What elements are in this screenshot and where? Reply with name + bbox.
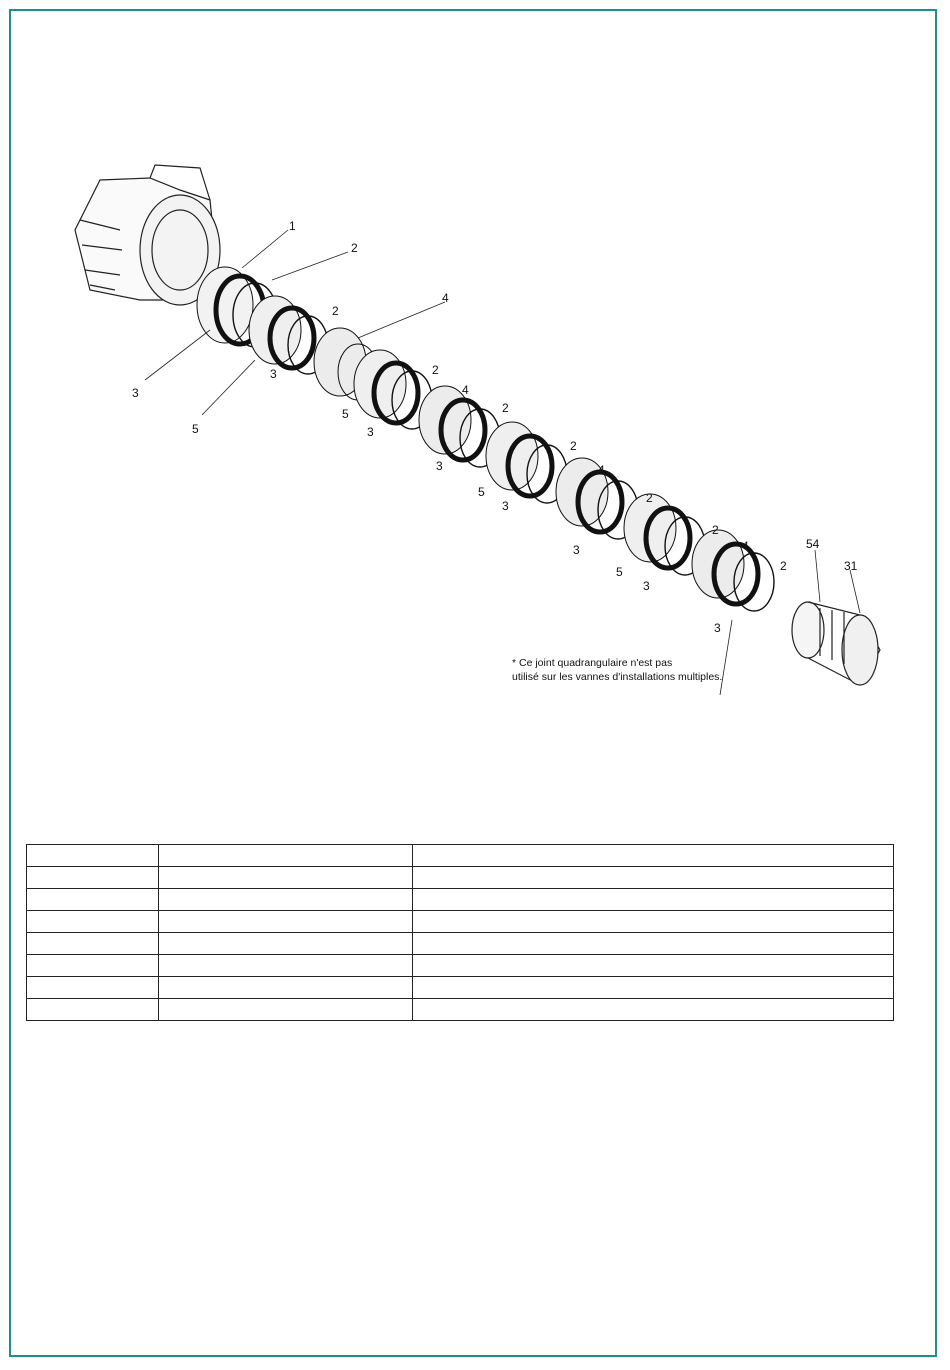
callout-label: 5 bbox=[478, 485, 485, 499]
exploded-view-drawing bbox=[60, 150, 900, 710]
table-cell bbox=[27, 977, 159, 999]
table-cell bbox=[413, 845, 894, 867]
table-row bbox=[27, 889, 894, 911]
table-cell bbox=[27, 845, 159, 867]
table-row bbox=[27, 999, 894, 1021]
callout-label: 5 bbox=[616, 565, 623, 579]
callout-label: 3 bbox=[643, 579, 650, 593]
table-cell bbox=[159, 911, 413, 933]
table-cell bbox=[159, 889, 413, 911]
parts-table bbox=[26, 844, 894, 1021]
callout-label: 3 bbox=[270, 367, 277, 381]
table-cell bbox=[27, 955, 159, 977]
valve-body bbox=[75, 165, 220, 305]
table-cell bbox=[413, 889, 894, 911]
table-cell bbox=[159, 955, 413, 977]
table-row bbox=[27, 977, 894, 999]
callout-label: 3 bbox=[132, 386, 139, 400]
table-cell bbox=[159, 845, 413, 867]
table-cell bbox=[413, 933, 894, 955]
callout-label: 4 bbox=[442, 291, 449, 305]
table-cell bbox=[159, 999, 413, 1021]
table-cell bbox=[27, 889, 159, 911]
callout-label: 2 bbox=[646, 491, 653, 505]
table-row bbox=[27, 955, 894, 977]
callout-label: 2 bbox=[502, 401, 509, 415]
seal-ring-stack bbox=[197, 267, 774, 611]
callout-label: 31 bbox=[844, 559, 858, 573]
end-cap bbox=[792, 602, 880, 685]
table-cell bbox=[159, 867, 413, 889]
table-cell bbox=[27, 911, 159, 933]
callout-label: 5 bbox=[192, 422, 199, 436]
callout-label: 3 bbox=[573, 543, 580, 557]
callout-label: 3 bbox=[367, 425, 374, 439]
table-cell bbox=[159, 977, 413, 999]
table-cell bbox=[413, 911, 894, 933]
callout-label: 3 bbox=[714, 621, 721, 635]
callout-label: 3 bbox=[436, 459, 443, 473]
callout-label: 2 bbox=[570, 439, 577, 453]
footnote-line-2: utilisé sur les vannes d'installations multiples. bbox=[512, 671, 723, 683]
callout-label: 1 bbox=[289, 219, 296, 233]
callout-label: 54 bbox=[806, 537, 820, 551]
callout-label: 4 bbox=[462, 383, 469, 397]
callout-label: 2 bbox=[351, 241, 358, 255]
table-row bbox=[27, 911, 894, 933]
table-cell bbox=[413, 999, 894, 1021]
table-cell bbox=[413, 977, 894, 999]
table-cell bbox=[27, 933, 159, 955]
table-cell bbox=[413, 955, 894, 977]
table-cell bbox=[413, 867, 894, 889]
callout-label: 2 bbox=[432, 363, 439, 377]
table-row bbox=[27, 845, 894, 867]
table-row bbox=[27, 933, 894, 955]
callout-label: 3 bbox=[502, 499, 509, 513]
figure-footnote bbox=[512, 656, 722, 684]
callout-label: 4 bbox=[742, 539, 749, 553]
table-row bbox=[27, 867, 894, 889]
callout-label: 2 bbox=[712, 523, 719, 537]
callout-label: 2 bbox=[780, 559, 787, 573]
callout-label: 4 bbox=[598, 463, 605, 477]
callout-label: 5 bbox=[342, 407, 349, 421]
table-cell bbox=[27, 867, 159, 889]
table-cell bbox=[159, 933, 413, 955]
exploded-view-figure bbox=[60, 150, 900, 710]
footnote-line-1: * Ce joint quadrangulaire n'est pas bbox=[512, 657, 673, 669]
table-cell bbox=[27, 999, 159, 1021]
callout-label: 2 bbox=[332, 304, 339, 318]
